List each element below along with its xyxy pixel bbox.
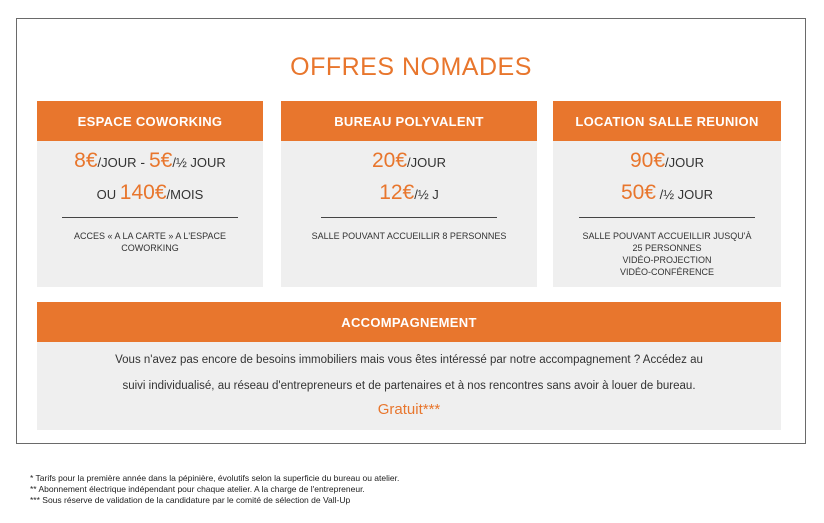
price-line bbox=[37, 149, 263, 173]
card-header: BUREAU POLYVALENT bbox=[281, 101, 537, 141]
card-note: SALLE POUVANT ACCUEILLIR 8 PERSONNES bbox=[311, 231, 507, 241]
footnote: ** Abonnement électrique indépendant pour chaque atelier. A la charge de l'entrepreneur. bbox=[30, 484, 365, 494]
price-line bbox=[553, 181, 781, 205]
note-line: 25 PERSONNES bbox=[632, 243, 702, 253]
note-line: VIDÉO-CONFÉRENCE bbox=[619, 267, 714, 277]
card-bureau bbox=[281, 101, 537, 287]
price-separator: - bbox=[136, 154, 149, 170]
card-note: ACCES « A LA CARTE » A L'ESPACE COWORKING bbox=[74, 231, 226, 253]
unit-month: /MOIS bbox=[166, 187, 204, 202]
footnotes bbox=[30, 473, 399, 506]
card-salle-reunion bbox=[553, 101, 781, 287]
price-month: 140€ bbox=[119, 181, 167, 204]
card-note bbox=[553, 230, 781, 278]
price-day: 20€ bbox=[371, 149, 408, 172]
price-halfday: 5€ bbox=[148, 149, 173, 172]
note-line: SALLE POUVANT ACCUEILLIR JUSQU'À bbox=[582, 231, 752, 241]
unit-day: /JOUR bbox=[407, 155, 447, 170]
unit-day: /JOUR bbox=[97, 155, 137, 170]
divider bbox=[579, 217, 755, 218]
price-line bbox=[281, 181, 537, 205]
unit-halfday: /½ JOUR bbox=[655, 187, 714, 202]
price-prefix: OU bbox=[96, 187, 120, 202]
accompagnement-line: Vous n'avez pas encore de besoins immobiliers mais vous êtes intéressé par notre accompagnement ? Accédez au bbox=[115, 354, 703, 366]
offers-frame bbox=[16, 18, 806, 444]
price-halfday: 50€ bbox=[620, 181, 656, 204]
note-line: VIDÉO-PROJECTION bbox=[622, 255, 712, 265]
divider bbox=[62, 217, 238, 218]
card-coworking bbox=[37, 101, 263, 287]
gratuit-label: Gratuit*** bbox=[377, 401, 441, 418]
divider bbox=[321, 217, 497, 218]
price-line bbox=[553, 149, 781, 173]
card-header: LOCATION SALLE REUNION bbox=[553, 101, 781, 141]
price-day: 8€ bbox=[74, 149, 98, 172]
accompagnement-line: suivi individualisé, au réseau d'entrepreneurs et de partenaires et à nos rencontres sans avoir à louer de bureau. bbox=[122, 380, 696, 392]
price-line bbox=[37, 181, 263, 205]
footnote: *** Sous réserve de validation de la candidature par le comité de sélection de Vall-Up bbox=[30, 495, 351, 505]
accompagnement-panel bbox=[37, 302, 781, 430]
accompagnement-header: ACCOMPAGNEMENT bbox=[37, 302, 781, 342]
price-day: 90€ bbox=[629, 149, 666, 172]
accompagnement-text bbox=[37, 342, 781, 399]
card-header: ESPACE COWORKING bbox=[37, 101, 263, 141]
page-title: OFFRES NOMADES bbox=[290, 53, 532, 81]
unit-halfday: /½ JOUR bbox=[172, 155, 226, 170]
price-halfday: 12€ bbox=[379, 181, 415, 204]
unit-day: /JOUR bbox=[665, 155, 705, 170]
unit-halfday: /½ J bbox=[414, 187, 439, 202]
price-line bbox=[281, 149, 537, 173]
footnote: * Tarifs pour la première année dans la pépinière, évolutifs selon la superficie du bureau ou atelier. bbox=[30, 473, 400, 483]
